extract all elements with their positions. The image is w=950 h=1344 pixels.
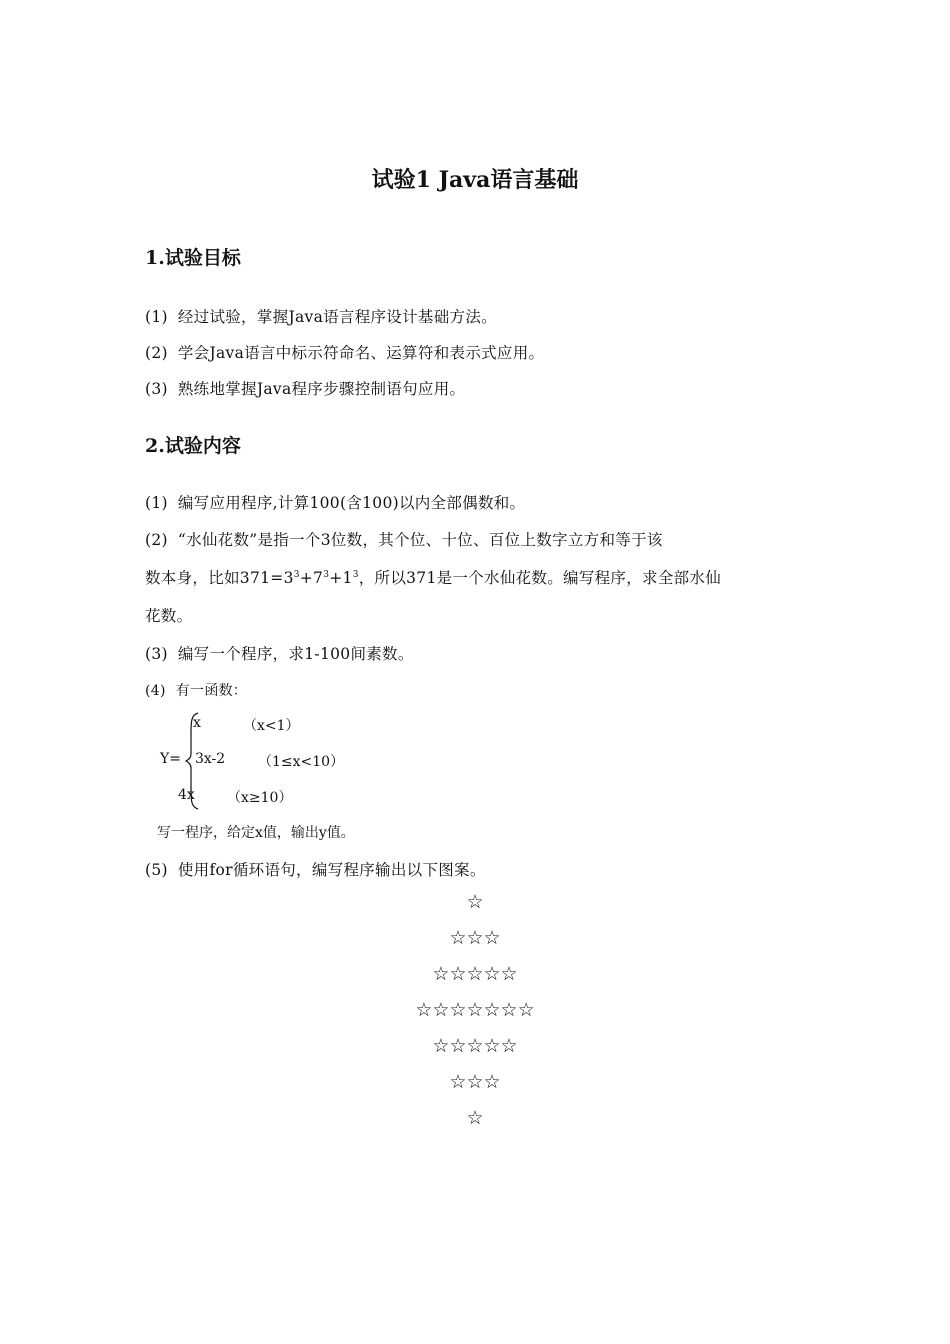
- star-pattern-row: ☆☆☆☆☆: [432, 1035, 518, 1057]
- star-pattern-row: ☆☆☆: [449, 1071, 501, 1093]
- case-condition: （1≤x<10）: [258, 754, 345, 770]
- item-text: 熟练地掌握Java程序步骤控制语句应用。: [177, 380, 466, 398]
- item-text: 数本身，比如371=3: [145, 569, 294, 587]
- star-pattern-row: ☆: [466, 1107, 484, 1129]
- function-note: 写一程序，给定x值，输出y值。: [157, 825, 355, 841]
- star-pattern-row: ☆☆☆☆☆☆☆: [415, 999, 535, 1021]
- item-number: (1): [145, 308, 168, 326]
- star-pattern-row: ☆☆☆☆☆: [432, 963, 518, 985]
- objective-item: [145, 377, 465, 399]
- content-item-3: [145, 642, 414, 664]
- content-item-2-line3: 花数。: [145, 607, 193, 625]
- content-item-1: [145, 491, 525, 513]
- item-text: 编写一个程序，求1-100间素数。: [177, 645, 414, 663]
- case-expression: 3x-2: [195, 751, 226, 767]
- content-item-2-line2: [145, 566, 721, 588]
- content-item-4: [145, 680, 247, 700]
- item-number: (5): [145, 861, 168, 879]
- star-pattern-row: ☆☆☆: [449, 927, 501, 949]
- item-text: 编写应用程序,计算100(含100)以内全部偶数和。: [177, 494, 526, 512]
- objective-item: [145, 305, 497, 327]
- item-text: +7: [299, 569, 324, 587]
- section-heading-content: 2.试验内容: [145, 435, 241, 457]
- item-number: (3): [145, 380, 168, 398]
- superscript: 3: [323, 570, 330, 580]
- case-condition: （x≥10）: [227, 790, 293, 806]
- content-item-5: [145, 858, 486, 880]
- function-label: Y=: [160, 751, 181, 767]
- item-text: +1: [329, 569, 353, 587]
- item-text: 有一函数：: [175, 683, 248, 699]
- superscript: 3: [352, 570, 359, 580]
- case-expression: x: [193, 715, 201, 731]
- page-title: 试验1 Java语言基础: [371, 167, 579, 193]
- item-number: (4): [145, 683, 166, 699]
- item-text: 使用for循环语句，编写程序输出以下图案。: [177, 861, 486, 879]
- item-text: 学会Java语言中标示符命名、运算符和表示式应用。: [177, 344, 545, 362]
- objective-item: [145, 341, 544, 363]
- item-text: “水仙花数”是指一个3位数，其个位、十位、百位上数字立方和等于该: [177, 531, 663, 549]
- star-pattern-row: ☆: [466, 891, 484, 913]
- superscript: 3: [293, 570, 300, 580]
- item-number: (3): [145, 645, 168, 663]
- item-text: ，所以371是一个水仙花数。编写程序，求全部水仙: [358, 569, 722, 587]
- content-item-2-line1: [145, 528, 663, 550]
- item-number: (1): [145, 494, 168, 512]
- item-number: (2): [145, 344, 168, 362]
- section-heading-objectives: 1.试验目标: [145, 247, 241, 269]
- item-text: 经过试验，掌握Java语言程序设计基础方法。: [177, 308, 497, 326]
- case-expression: 4x: [178, 787, 195, 803]
- item-number: (2): [145, 531, 168, 549]
- case-condition: （x<1）: [243, 718, 300, 734]
